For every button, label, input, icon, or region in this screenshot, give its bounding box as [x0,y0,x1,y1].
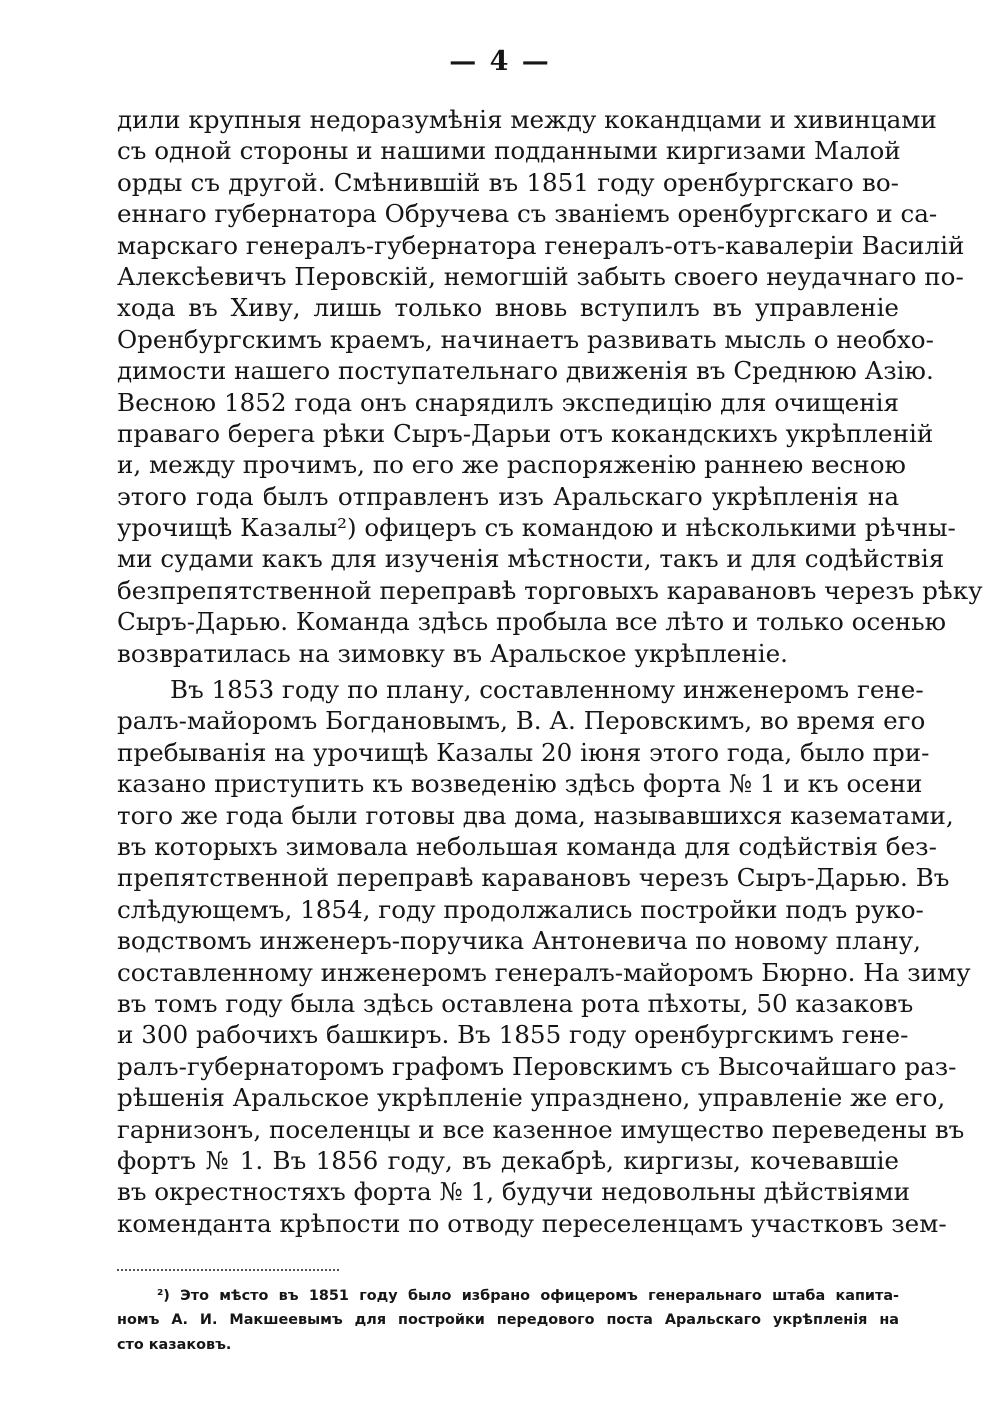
text-line: препятственной переправѣ каравановъ черезъ Сыръ-Дарью. Въ [117,863,950,893]
footnote-divider [117,1269,339,1271]
text-line: хода въ Хиву, лишь только вновь вступилъ въ управленіе [117,293,899,323]
text-line: Весною 1852 года онъ снарядилъ экспедицію для очищенія [117,387,899,417]
text-line: съ одной стороны и нашими подданными киргизами Малой [117,136,901,166]
text-line: возвратилась на зимовку въ Аральское укрѣпленіе. [117,638,788,668]
text-line: безпрепятственной переправѣ торговыхъ каравановъ черезъ рѣку [117,575,983,605]
text-line: казано приступить къ возведенію здѣсь форта № 1 и къ осени [117,769,923,799]
text-line: ралъ-губернаторомъ графомъ Перовскимъ съ Высочайшаго раз- [117,1051,957,1081]
text-line: Оренбургскимъ краемъ, начинаетъ развивать мысль о необхо- [117,324,934,354]
text-line: гарнизонъ, поселенцы и все казенное имущество переведены въ [117,1114,965,1144]
text-line: марскаго генералъ-губернатора генералъ-отъ-кавалеріи Василій [117,230,965,260]
text-line: водствомъ инженеръ-поручика Антоневича по новому плану, [117,926,921,956]
text-line: коменданта крѣпости по отводу переселенцамъ участковъ зем- [117,1208,947,1238]
footnote-line: номъ А. И. Макшеевымъ для постройки передового поста Аральскаго укрѣпленія на [117,1312,899,1329]
text-line: дили крупныя недоразумѣнія между кокандцами и хивинцами [117,105,937,134]
paragraph-1 [117,104,983,669]
footnote [117,1284,899,1357]
text-line: этого года былъ отправленъ изъ Аральскаго укрѣпленія на [117,481,899,511]
text-line: урочищѣ Казалы²) офицеръ съ командою и нѣсколькими рѣчны- [117,513,956,543]
text-line: въ томъ году была здѣсь оставлена рота пѣхоты, 50 казаковъ [117,988,914,1018]
main-text [117,104,983,1239]
text-line: Сыръ-Дарью. Команда здѣсь пробыла все лѣто и только осенью [117,607,947,637]
text-line: и, между прочимъ, по его же распоряженію раннею весною [117,450,906,480]
text-line: Алексѣевичъ Перовскій, немогшій забыть своего неудачнаго по- [117,261,964,291]
text-line: еннаго губернатора Обручева съ званіемъ оренбургскаго и са- [117,199,938,229]
text-line: рѣшенія Аральское укрѣпленіе упразднено, управленіе же его, [117,1083,946,1113]
text-line: Въ 1853 году по плану, составленному инженеромъ гене- [170,675,924,705]
text-line: слѣдующемъ, 1854, году продолжались постройки подъ руко- [117,894,924,924]
text-line: пребыванія на урочищѣ Казалы 20 іюня этого года, было при- [117,737,930,767]
text-line: того же года были готовы два дома, называвшихся казематами, [117,800,954,830]
footnote-line: ²) Это мѣсто въ 1851 году было избрано офицеромъ генеральнаго штаба капита- [157,1288,899,1304]
text-line: въ которыхъ зимовала небольшая команда для содѣйствія без- [117,831,937,861]
text-line: и 300 рабочихъ башкиръ. Въ 1855 году оренбургскимъ гене- [117,1020,909,1050]
footnote-line: сто казаковъ. [117,1336,232,1353]
text-line: ми судами какъ для изученія мѣстности, такъ и для содѣйствія [117,544,945,574]
text-line: орды съ другой. Смѣнившій въ 1851 году оренбургскаго во- [117,167,899,197]
text-line: составленному инженеромъ генералъ-майоромъ Бюрно. На зиму [117,957,971,987]
text-line: фортъ № 1. Въ 1856 году, въ декабрѣ, киргизы, кочевавшіе [117,1145,899,1175]
page-number: — 4 — [449,46,551,77]
text-line: ралъ-майоромъ Богдановымъ, В. А. Перовскимъ, во время его [117,706,926,736]
paragraph-2 [117,674,971,1239]
text-line: димости нашего поступательнаго движенія въ Среднюю Азію. [117,356,934,386]
text-line: въ окрестностяхъ форта № 1, будучи недовольны дѣйствіями [117,1177,911,1207]
text-line: праваго берега рѣки Сыръ-Дарьи отъ кокандскихъ укрѣпленій [117,418,934,448]
